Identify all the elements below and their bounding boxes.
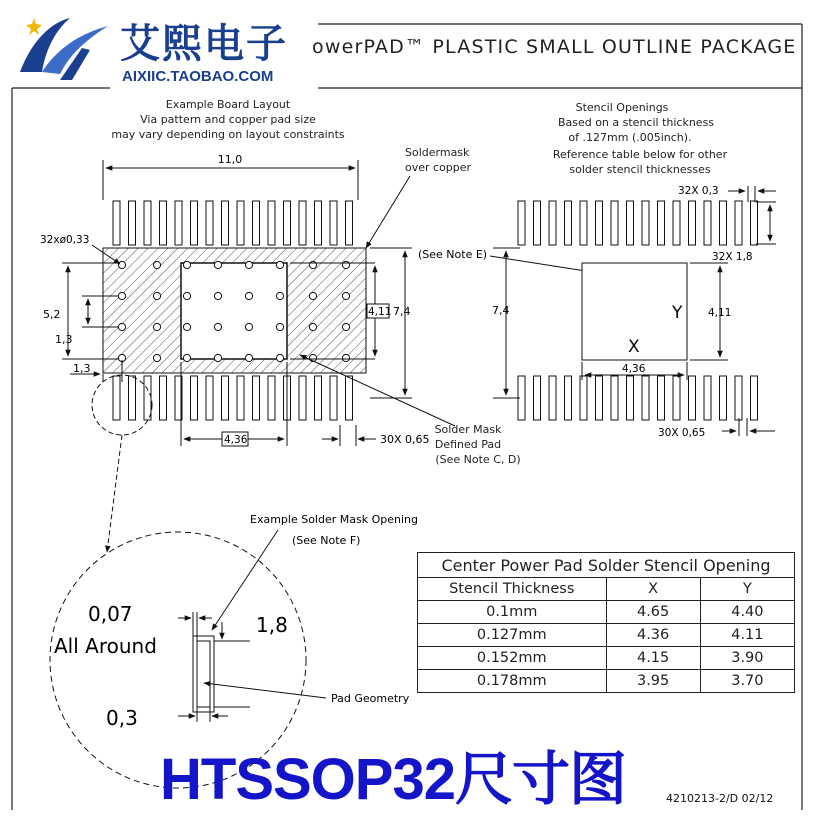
via bbox=[118, 323, 125, 330]
stencil-pad bbox=[534, 376, 541, 420]
dim-stencil-74-label: 7,4 bbox=[492, 304, 510, 317]
dim-13-vertical-label: 1,3 bbox=[55, 333, 73, 346]
stencil-pad bbox=[580, 201, 587, 245]
dim-436-left-label: 4,36 bbox=[224, 434, 248, 446]
brand-name: 艾熙电子 bbox=[120, 21, 288, 67]
table-row bbox=[418, 647, 795, 670]
via bbox=[118, 261, 125, 268]
dim-width-11 bbox=[103, 160, 358, 200]
dim-stencil-411-label: 4,11 bbox=[708, 307, 732, 319]
land-pad bbox=[144, 376, 151, 420]
table-cell: 4.15 bbox=[606, 647, 700, 670]
stencil-pad bbox=[735, 201, 742, 245]
via bbox=[245, 354, 252, 361]
stencil-pad bbox=[704, 376, 711, 420]
board-caption-line-3: may vary depending on layout constraints bbox=[111, 128, 345, 141]
land-pad bbox=[253, 201, 260, 245]
via bbox=[214, 354, 221, 361]
stencil-pad bbox=[611, 201, 618, 245]
stencil-pad bbox=[580, 376, 587, 420]
via bbox=[342, 292, 349, 299]
stencil-pad bbox=[673, 376, 680, 420]
stencil-pad bbox=[596, 201, 603, 245]
dim-detail-18 bbox=[214, 622, 250, 707]
via bbox=[309, 261, 316, 268]
dim-stencil-pitch bbox=[722, 418, 775, 436]
table-cell: 4.36 bbox=[606, 624, 700, 647]
land-pad bbox=[237, 376, 244, 420]
table-row bbox=[418, 624, 795, 647]
via bbox=[183, 323, 190, 330]
soldermask-label-line-2: over copper bbox=[405, 161, 472, 174]
via bbox=[342, 261, 349, 268]
via bbox=[214, 261, 221, 268]
land-pad bbox=[315, 376, 322, 420]
table-row bbox=[418, 601, 795, 624]
land-pad bbox=[129, 376, 136, 420]
table-cell: 3.95 bbox=[606, 670, 700, 693]
stencil-top-pad-row bbox=[518, 201, 758, 245]
soldermask-label bbox=[405, 146, 472, 174]
table-title: Center Power Pad Solder Stencil Opening bbox=[418, 553, 795, 578]
dim-stencil-74 bbox=[493, 248, 520, 398]
via bbox=[309, 292, 316, 299]
defined-pad-line-1: Solder Mask bbox=[434, 423, 502, 436]
dim-stencil-436-label: 4,36 bbox=[622, 363, 646, 375]
board-caption-line-1: Example Board Layout bbox=[165, 98, 291, 111]
land-pad bbox=[144, 201, 151, 245]
pad-outline bbox=[197, 641, 210, 707]
stencil-caption-line-4: Reference table below for other bbox=[552, 148, 728, 161]
stencil-caption-line-2: Based on a stencil thickness bbox=[557, 116, 715, 129]
stencil-pad bbox=[673, 201, 680, 245]
land-pad bbox=[268, 201, 275, 245]
stencil-pad bbox=[549, 376, 556, 420]
via bbox=[118, 292, 125, 299]
stencil-caption-line-5: solder stencil thicknesses bbox=[569, 163, 711, 176]
stencil-pad bbox=[518, 201, 525, 245]
table-cell: 4.65 bbox=[606, 601, 700, 624]
stencil-caption-line-1: Stencil Openings bbox=[575, 101, 669, 114]
stencil-pad bbox=[565, 201, 572, 245]
defined-pad-line-3: (See Note C, D) bbox=[435, 453, 521, 466]
land-pad bbox=[330, 201, 337, 245]
land-pad bbox=[268, 376, 275, 420]
land-pad bbox=[160, 201, 167, 245]
via bbox=[245, 261, 252, 268]
land-pad bbox=[330, 376, 337, 420]
stencil-pad bbox=[751, 376, 758, 420]
land-pad bbox=[129, 201, 136, 245]
table-cell: 0.127mm bbox=[418, 624, 607, 647]
table-cell: 3.90 bbox=[700, 647, 794, 670]
stencil-pad bbox=[689, 201, 696, 245]
via bbox=[245, 323, 252, 330]
stencil-pad bbox=[565, 376, 572, 420]
via bbox=[153, 292, 160, 299]
top-pad-row bbox=[113, 201, 353, 245]
defined-pad-line-2: Defined Pad bbox=[434, 438, 502, 451]
thermal-pad bbox=[181, 263, 287, 359]
table-header-x: X bbox=[606, 578, 700, 601]
stencil-pad bbox=[720, 376, 727, 420]
stencil-label-x: X bbox=[628, 337, 640, 357]
via bbox=[276, 261, 283, 268]
land-pad bbox=[222, 376, 229, 420]
via bbox=[183, 354, 190, 361]
land-pad bbox=[346, 376, 353, 420]
all-around-label: All Around bbox=[54, 634, 157, 658]
table-cell: 4.11 bbox=[700, 624, 794, 647]
stencil-pad bbox=[704, 201, 711, 245]
land-pad bbox=[191, 201, 198, 245]
table-cell: 0.1mm bbox=[418, 601, 607, 624]
table-cell: 3.70 bbox=[700, 670, 794, 693]
dim-74-left-label: 7,4 bbox=[393, 305, 411, 318]
via bbox=[214, 292, 221, 299]
dim-pitch-left-label: 30X 0,65 bbox=[380, 433, 430, 446]
soldermask-label-line-1: Soldermask bbox=[405, 146, 470, 159]
land-pad bbox=[191, 376, 198, 420]
table-cell: 0.178mm bbox=[418, 670, 607, 693]
stencil-pad bbox=[689, 376, 696, 420]
dim-13-horizontal-label: 1,3 bbox=[73, 362, 91, 375]
bottom-pad-row bbox=[113, 376, 353, 420]
stencil-pad bbox=[596, 376, 603, 420]
land-pad bbox=[222, 201, 229, 245]
stencil-caption bbox=[553, 101, 728, 176]
stencil-bottom-pad-row bbox=[518, 376, 758, 420]
land-pad bbox=[237, 201, 244, 245]
detail-note: (See Note F) bbox=[292, 534, 361, 547]
dim-via-label: 32xø0,33 bbox=[40, 234, 90, 246]
via bbox=[245, 292, 252, 299]
brand-url[interactable]: AIXIIC.TAOBAO.COM bbox=[122, 68, 274, 85]
stencil-table bbox=[417, 552, 795, 693]
dim-width-label: 11,0 bbox=[217, 153, 243, 166]
land-pad bbox=[113, 376, 120, 420]
land-pad bbox=[253, 376, 260, 420]
via bbox=[342, 354, 349, 361]
stencil-pad bbox=[534, 201, 541, 245]
drawing-number: 4210213-2/D 02/12 bbox=[666, 792, 774, 805]
dim-007-label: 0,07 bbox=[88, 602, 133, 626]
pad-geometry-label: Pad Geometry bbox=[331, 692, 410, 705]
land-pad bbox=[175, 201, 182, 245]
via bbox=[153, 323, 160, 330]
stencil-pad bbox=[549, 201, 556, 245]
table-header-row bbox=[418, 578, 795, 601]
stencil-pad bbox=[751, 201, 758, 245]
board-layout-caption bbox=[111, 98, 345, 141]
land-pad bbox=[284, 201, 291, 245]
via bbox=[276, 323, 283, 330]
table-cell: 0.152mm bbox=[418, 647, 607, 670]
stencil-pad bbox=[642, 376, 649, 420]
via bbox=[276, 292, 283, 299]
land-pad bbox=[160, 376, 167, 420]
defined-pad-label bbox=[435, 423, 521, 466]
land-pad bbox=[206, 201, 213, 245]
land-pad bbox=[299, 201, 306, 245]
land-pad bbox=[206, 376, 213, 420]
via bbox=[183, 292, 190, 299]
table-header-y: Y bbox=[700, 578, 794, 601]
table-cell: 4.40 bbox=[700, 601, 794, 624]
via bbox=[183, 261, 190, 268]
stencil-pad bbox=[627, 376, 634, 420]
dim-pad-width-label: 32X 0,3 bbox=[678, 185, 719, 197]
via bbox=[214, 323, 221, 330]
via bbox=[342, 323, 349, 330]
via bbox=[309, 323, 316, 330]
stencil-pad bbox=[720, 201, 727, 245]
via bbox=[153, 261, 160, 268]
land-pad bbox=[315, 201, 322, 245]
land-pad bbox=[299, 376, 306, 420]
stencil-pad bbox=[658, 376, 665, 420]
page-title: owerPAD™ PLASTIC SMALL OUTLINE PACKAGE bbox=[312, 36, 797, 58]
package-caption: HTSSOP32尺寸图 bbox=[160, 747, 626, 812]
dim-03-label: 0,3 bbox=[106, 706, 138, 730]
table-row bbox=[418, 670, 795, 693]
note-e-label: (See Note E) bbox=[418, 248, 488, 261]
dim-pad-length-label: 32X 1,8 bbox=[712, 251, 753, 263]
dim-18-label: 1,8 bbox=[256, 613, 288, 637]
stencil-label-y: Y bbox=[672, 303, 683, 323]
stencil-pad bbox=[642, 201, 649, 245]
via bbox=[153, 354, 160, 361]
stencil-caption-line-3: of .127mm (.005inch). bbox=[568, 131, 692, 144]
dim-stencil-pitch-label: 30X 0,65 bbox=[658, 427, 706, 439]
board-caption-line-2: Via pattern and copper pad size bbox=[140, 113, 316, 126]
stencil-pad bbox=[627, 201, 634, 245]
land-pad bbox=[346, 201, 353, 245]
detail-marker-circle bbox=[92, 375, 152, 435]
via bbox=[276, 354, 283, 361]
stencil-pad bbox=[735, 376, 742, 420]
stencil-pad bbox=[658, 201, 665, 245]
dim-411-left-label: 4,11 bbox=[368, 306, 392, 318]
detail-title: Example Solder Mask Opening bbox=[250, 513, 418, 526]
table-header-thickness: Stencil Thickness bbox=[418, 578, 607, 601]
dim-52-label: 5,2 bbox=[43, 308, 61, 321]
land-pad bbox=[113, 201, 120, 245]
stencil-pad bbox=[611, 376, 618, 420]
